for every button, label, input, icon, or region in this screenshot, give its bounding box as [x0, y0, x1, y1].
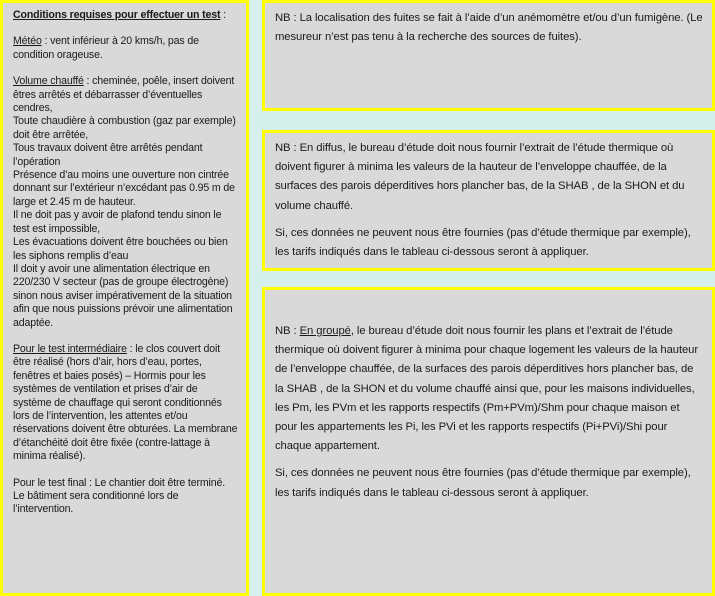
nb-groupe [262, 287, 715, 596]
nb2-paragraph-1: NB : En diffus, le bureau d’étude doit nous fournir l’extrait de l’étude thermique où doivent figurer à minima les valeurs de la hauteur de l’enveloppe chauffée, de la surfaces des parois déperditives hors plancher bas, de la SHAB , de la SHON et du volume chauffé. [275, 142, 685, 212]
nb-diffus [262, 130, 715, 271]
conditions-panel [0, 0, 249, 596]
nb2-paragraph-2: Si, ces données ne peuvent nous être fournies (pas d’étude thermique par exemple), les tarifs indiqués dans le tableau ci-dessous seront à appliquer. [275, 226, 691, 259]
final-paragraph: Pour le test final : Le chantier doit être terminé. Le bâtiment sera conditionné lors de l’intervention. [13, 476, 225, 516]
nb3-paragraph-1: NB : En groupé, le bureau d’étude doit nous fournir les plans et l’extrait de l’étude thermique où doivent figurer à minima pour chaque logement les valeurs de la hauteur de l’enveloppe chauffée, de la surfaces des parois déperditives hors plancher bas, de la SHAB , de la SHON et du volume chauffé ainsi que, pour les maisons individuelles, les Pm, les PVm et les rapports respectifs (Pm+PVm)/Shm pour chaque maison et pour les appartements les Pi, les PVi et les rapports respectifs (Pi+PVi)/Shi pour chaque appartement. [275, 325, 699, 453]
nb-leak-localisation [262, 0, 715, 111]
intermediaire-paragraph: Pour le test intermédiaire : le clos couvert doit être réalisé (hors d’air, hors d’eau, portes, fenêtres et baies posés) – Hormis pour les systèmes de ventilation et prises d’air de système de chauffage qui seront conditionnés lors de l’intervention, les attentes et/ou réservations doivent être obturées. La membrane d’étanchéité doit être fixée (contre-lattage à minima réalisé). [13, 342, 238, 463]
volume-paragraph: Volume chauffé : cheminée, poêle, insert doivent êtres arrêtés et débarrasser d’éventuelles cendres, Toute chaudière à combustion (gaz par exemple) doit être arrêtée, Tous travaux doivent être arrêtés pendant l’opération Présence d’au moins une ouverture non cintrée donnant sur l’extérieur n’excédant pas 0.95 m de large et 2.45 m de hauteur. Il ne doit pas y avoir de plafond tendu sinon le test est impossible, Les évacuations doivent être bouchées ou bien les siphons remplis d’eau Il doit y avoir une alimentation électrique en 220/230 V secteur (pas de groupe électrogène) sinon nous aviser impérativement de la situation afin que nous puissions prévoir une alimentation adaptée. [13, 75, 236, 329]
meteo-paragraph: Météo : vent inférieur à 20 kms/h, pas de condition orageuse. [13, 35, 199, 61]
conditions-heading: Conditions requises pour effectuer un test : [13, 9, 226, 21]
nb3-paragraph-2: Si, ces données ne peuvent nous être fournies (pas d’étude thermique par exemple), les tarifs indiqués dans le tableau ci-dessous seront à appliquer. [275, 467, 691, 499]
nb1-text: NB : La localisation des fuites se fait à l’aide d’un anémomètre et/ou d’un fumigène. (Le mesureur n’est pas tenu à la recherche des sources de fuites). [275, 12, 703, 44]
